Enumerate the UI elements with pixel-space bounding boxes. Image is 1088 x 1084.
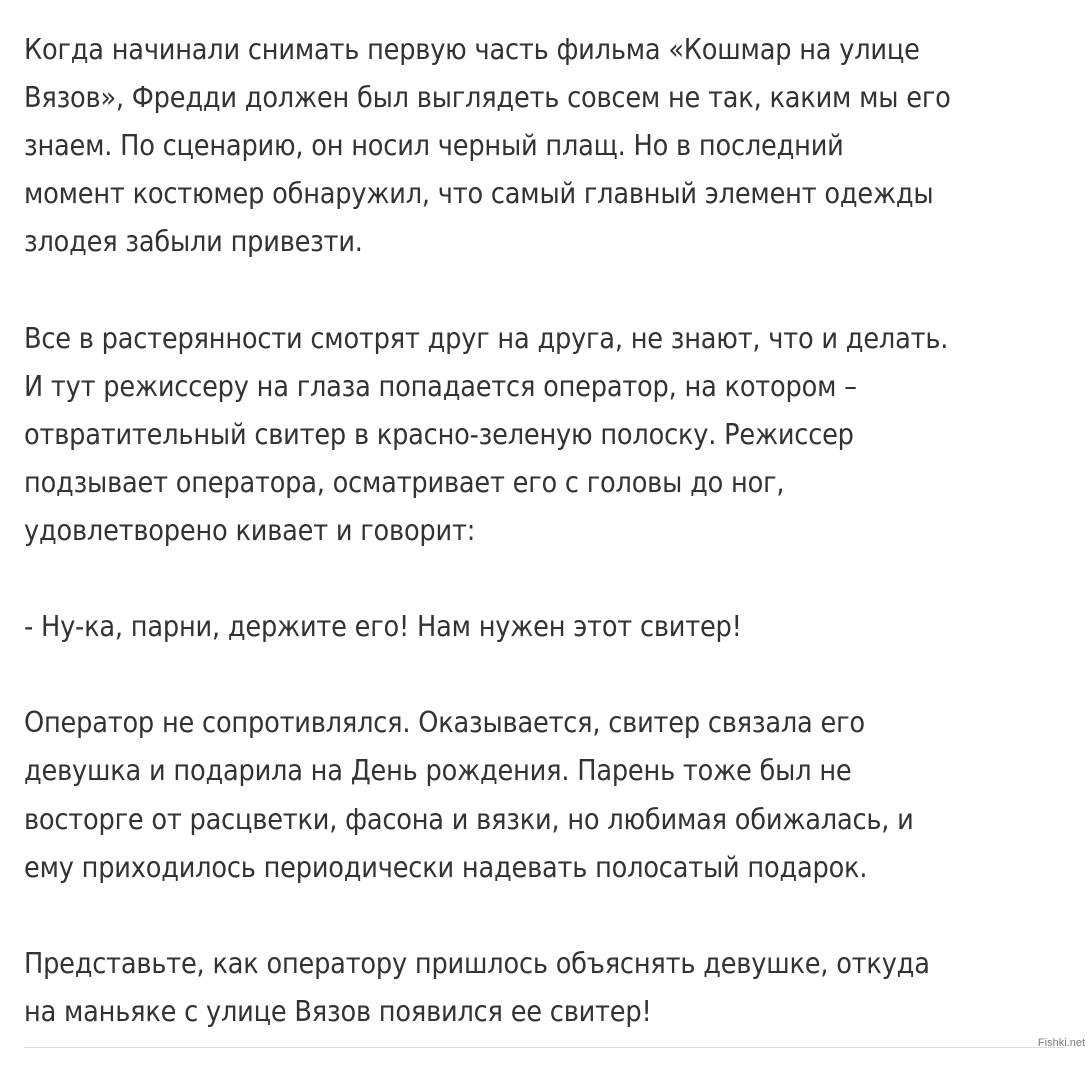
text-line: девушка и подарила на День рождения. Парень тоже был не xyxy=(24,754,852,788)
text-line: момент костюмер обнаружил, что самый главный элемент одежды xyxy=(24,177,934,211)
bottom-divider xyxy=(24,1047,1064,1048)
paragraph-5 xyxy=(24,940,1064,1036)
paragraph-2 xyxy=(24,315,1064,555)
text-line: ему приходилось периодически надевать полосатый подарок. xyxy=(24,850,868,884)
text-line: удовлетворено кивает и говорит: xyxy=(24,513,476,547)
text-line: злодея забыли привезти. xyxy=(24,225,363,259)
text-line: подзывает оператора, осматривает его с головы до ног, xyxy=(24,465,785,499)
paragraph-1 xyxy=(24,26,1064,266)
text-line: Оператор не сопротивлялся. Оказывается, свитер связала его xyxy=(24,706,865,740)
text-line: И тут режиссеру на глаза попадается оператор, на котором – xyxy=(24,369,857,403)
paragraph-3 xyxy=(24,603,1064,651)
text-line: Когда начинали снимать первую часть фильма «Кошмар на улице xyxy=(24,33,920,66)
text-line: знаем. По сценарию, он носил черный плащ. Но в последний xyxy=(24,129,844,163)
site-watermark: Fishki.net xyxy=(1037,1037,1085,1049)
text-line: - Ну-ка, парни, держите его! Нам нужен этот свитер! xyxy=(24,610,742,644)
text-line: восторге от расцветки, фасона и вязки, но любимая обижалась, и xyxy=(24,802,914,836)
text-line: Представьте, как оператору пришлось объяснять девушке, откуда xyxy=(24,946,930,980)
post-body xyxy=(24,26,1064,1084)
text-line: Все в растерянности смотрят друг на друга, не знают, что и делать. xyxy=(24,321,949,355)
text-line: отвратительный свитер в красно-зеленую полоску. Режиссер xyxy=(24,417,854,451)
text-line: на маньяке с улице Вязов появился ее свитер! xyxy=(24,994,652,1028)
paragraph-4 xyxy=(24,699,1064,891)
text-line: Вязов», Фредди должен был выглядеть совсем не так, каким мы его xyxy=(24,81,951,115)
